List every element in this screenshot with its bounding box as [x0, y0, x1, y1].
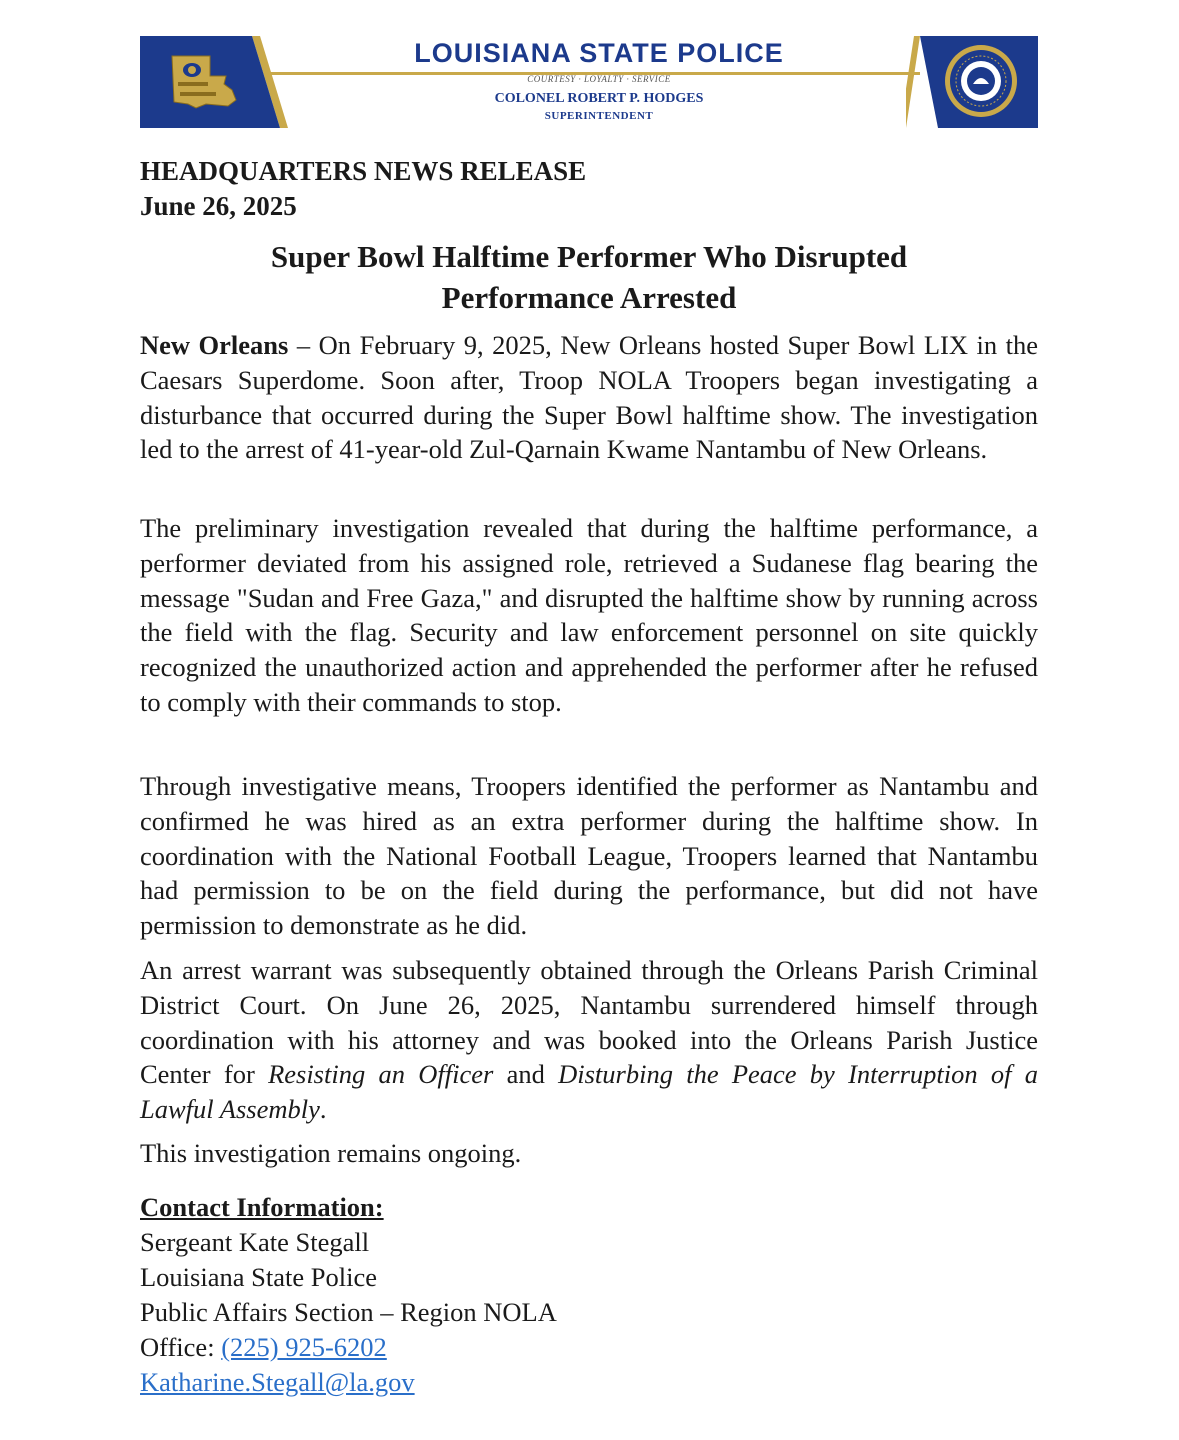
- paragraph-4: [140, 953, 1038, 1127]
- agency-title: LOUISIANA STATE POLICE: [414, 38, 784, 68]
- headline-line-1: Super Bowl Halftime Performer Who Disrupted: [270, 239, 908, 274]
- headline-line-2: Performance Arrested: [441, 280, 737, 315]
- release-date: June 26, 2025: [140, 191, 297, 221]
- paragraph-5: This investigation remains ongoing.: [140, 1138, 522, 1168]
- release-type: HEADQUARTERS NEWS RELEASE: [140, 156, 587, 186]
- superintendent-title: SUPERINTENDENT: [544, 110, 654, 122]
- contact-section: Public Affairs Section – Region NOLA: [140, 1297, 557, 1327]
- charge-resisting: Resisting an Officer: [268, 1059, 494, 1090]
- superintendent-name: COLONEL ROBERT P. HODGES: [494, 91, 704, 106]
- contact-block: [140, 1190, 557, 1400]
- contact-email-row: [140, 1365, 557, 1400]
- paragraph-4-text: An arrest warrant was subsequently obtained through the Orleans Parish Criminal District Court. On June 26, 2025, Nantambu surrendered himself through coordination with his attorney and was booked into the Orleans Parish Justice Center for: [140, 955, 1038, 1090]
- contact-heading: Contact Information:: [140, 1192, 384, 1222]
- paragraph-2: The preliminary investigation revealed that during the halftime performance, a performer deviated from his assigned role, retrieved a Sudanese flag bearing the message "Sudan and Free Gaza," and disrupted the halftime show by running across the field with the flag. Security and law enforcement personnel on site quickly recognized the unauthorized action and apprehended the performer after he refused to comply with their commands to stop.: [140, 513, 1038, 717]
- phone-link[interactable]: (225) 925-6202: [221, 1332, 387, 1362]
- paragraph-3: Through investigative means, Troopers identified the performer as Nantambu and confirmed he was hired as an extra performer during the halftime show. In coordination with the National Football League, Troopers learned that Nantambu had permission to be on the field during the performance, but did not have permission to demonstrate as he did.: [140, 771, 1038, 941]
- release-header: [140, 154, 586, 224]
- letterhead: [140, 36, 1038, 128]
- state-police-badge-icon: [166, 50, 242, 112]
- email-link[interactable]: Katharine.Stegall@la.gov: [140, 1367, 415, 1397]
- charge-disturbing-peace: Disturbing the Peace by Interruption of a Lawful Assembly: [140, 1059, 1039, 1125]
- paragraph-4-and: and: [493, 1059, 559, 1090]
- paragraph-1-text: – On February 9, 2025, New Orleans hosted Super Bowl LIX in the Caesars Superdome. Soon after, Troop NOLA Troopers began investigating a disturbance that occurred during the Super Bowl halftime show. The investigation led to the arrest of 41-year-old Zul-Qarnain Kwame Nantambu of New Orleans.: [140, 330, 1039, 465]
- state-seal-icon: [942, 42, 1020, 120]
- contact-org: Louisiana State Police: [140, 1262, 377, 1292]
- paragraph-4-end: .: [319, 1094, 327, 1125]
- contact-office: [140, 1330, 557, 1365]
- dateline: New Orleans: [140, 330, 289, 360]
- paragraph-1: [140, 328, 1038, 467]
- headline: [140, 236, 1038, 318]
- contact-name: Sergeant Kate Stegall: [140, 1227, 370, 1257]
- agency-motto: COURTESY · LOYALTY · SERVICE: [527, 74, 671, 84]
- office-label: Office:: [140, 1332, 222, 1362]
